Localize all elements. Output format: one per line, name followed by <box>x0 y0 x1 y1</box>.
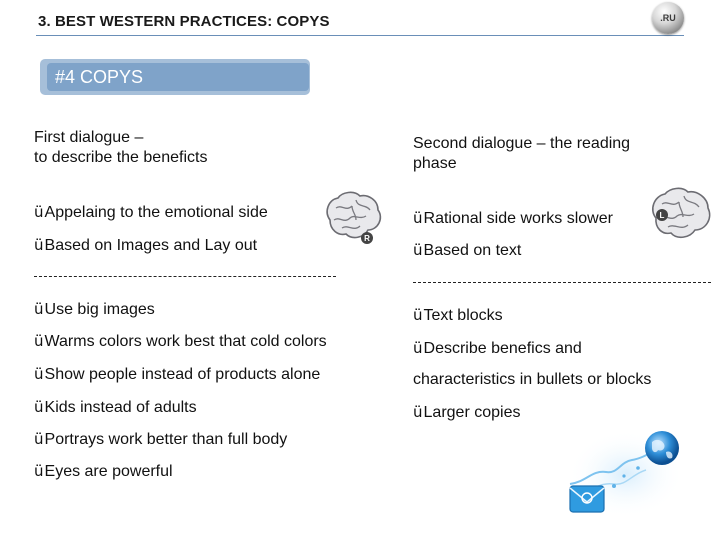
check-icon: ü <box>34 398 44 416</box>
left-divider <box>34 276 336 277</box>
list-item: üLarger copies <box>413 403 521 421</box>
right-heading-line-1: Second dialogue – the reading <box>413 135 631 152</box>
list-item: üShow people instead of products alone <box>34 365 321 383</box>
list-item: üPortrays work better than full body <box>34 430 288 448</box>
left-heading-line-2: to describe the beneficts <box>34 149 208 166</box>
list-item: üBased on text <box>413 241 522 259</box>
list-item: üBased on Images and Lay out <box>34 236 258 254</box>
list-item: üEyes are powerful <box>34 462 173 480</box>
check-icon: ü <box>34 430 44 448</box>
brain-marker-label: L <box>659 211 665 220</box>
check-icon: ü <box>413 209 423 227</box>
check-icon: ü <box>413 339 423 357</box>
list-item: üUse big images <box>34 300 155 318</box>
globe-email-icon <box>566 424 686 520</box>
page-title: 3. BEST WESTERN PRACTICES: COPYS <box>38 13 330 30</box>
section-banner: #4 COPYS <box>47 63 309 91</box>
list-item-continuation: characteristics in bullets or blocks <box>413 371 652 388</box>
left-heading <box>34 128 207 168</box>
check-icon: ü <box>34 300 44 318</box>
list-item: üDescribe benefics and <box>413 339 582 357</box>
check-icon: ü <box>413 403 423 421</box>
right-divider <box>413 282 711 283</box>
check-icon: ü <box>413 241 423 259</box>
left-heading-line-1: First dialogue – <box>34 129 144 146</box>
right-heading <box>413 134 630 174</box>
list-item: üKids instead of adults <box>34 398 197 416</box>
list-item: üRational side works slower <box>413 209 613 227</box>
check-icon: ü <box>34 365 44 383</box>
brain-icon <box>646 186 714 248</box>
list-item: üAppelaing to the emotional side <box>34 203 268 221</box>
brain-icon <box>322 190 384 248</box>
brain-marker-label: R <box>364 234 370 243</box>
list-item: üText blocks <box>413 306 503 324</box>
header-divider <box>36 35 684 36</box>
check-icon: ü <box>413 306 423 324</box>
right-heading-line-2: phase <box>413 155 457 172</box>
ru-logo-icon <box>652 2 684 34</box>
check-icon: ü <box>34 236 44 254</box>
logo-text: .RU <box>660 13 676 23</box>
check-icon: ü <box>34 462 44 480</box>
check-icon: ü <box>34 203 44 221</box>
list-item: üWarms colors work best that cold colors <box>34 332 327 350</box>
check-icon: ü <box>34 332 44 350</box>
